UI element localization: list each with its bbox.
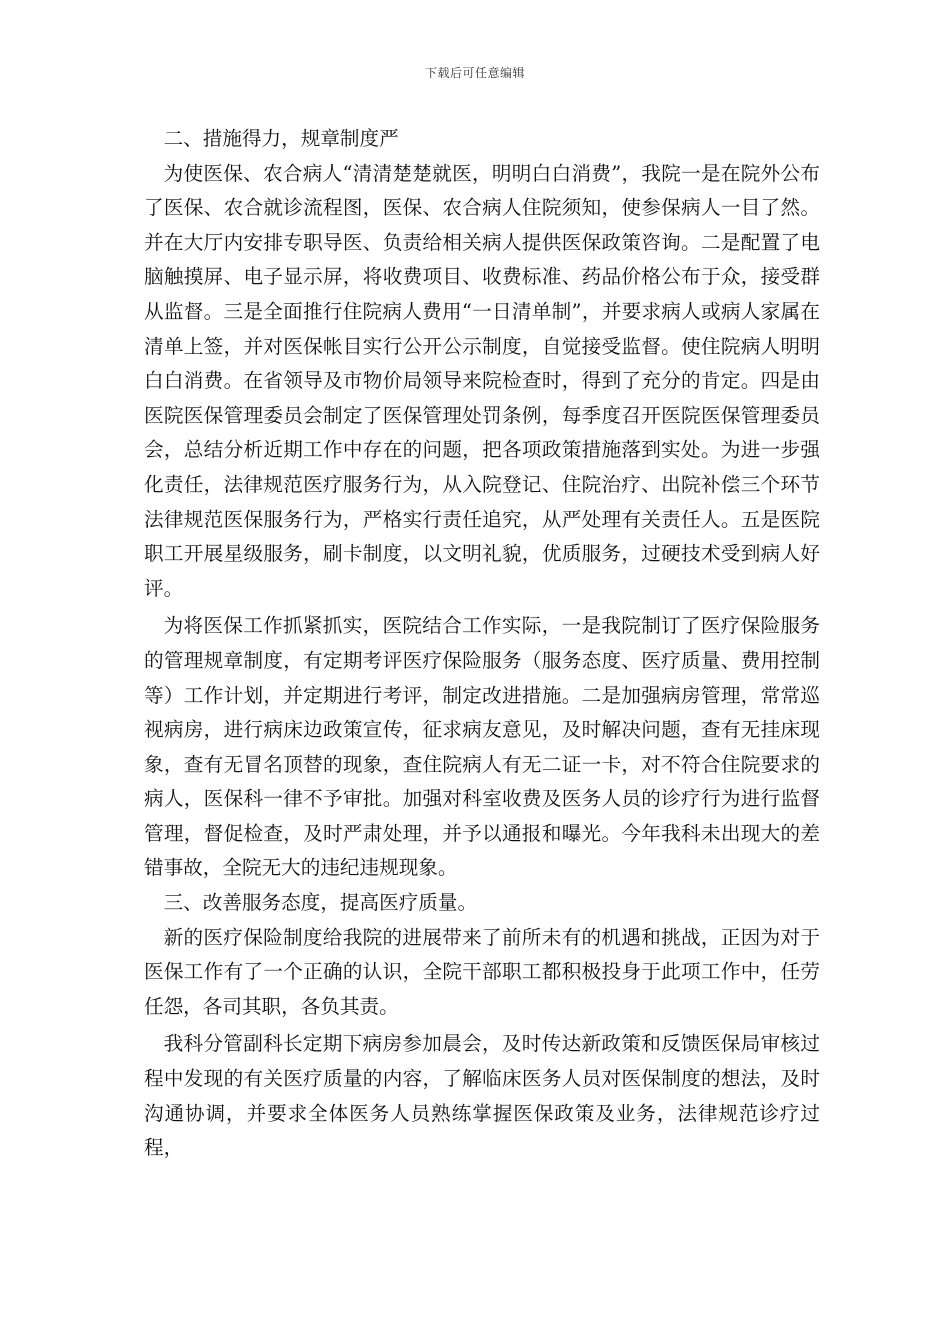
paragraph-ward-rounds: 我科分管副科长定期下病房参加晨会，及时传达新政策和反馈医保局审核过程中发现的有关医疗质量的内容，了解临床医务人员对医保制度的想法，及时沟通协调，并要求全体医务人员熟练掌握医保政策及业务，法律规范诊疗过程，	[144, 1032, 820, 1160]
section-heading-measures: 二、措施得力，规章制度严	[163, 127, 399, 150]
paragraph-transparency: 为使医保、农合病人“清清楚楚就医，明明白白消费”，我院一是在院外公布了医保、农合就诊流程图，医保、农合病人住院须知，使参保病人一目了然。并在大厅内安排专职导医、负责给相关病人提供医保政策咨询。二是配置了电脑触摸屏、电子显示屏，将收费项目、收费标准、药品价格公布于众，接受群从监督。三是全面推行住院病人费用“一日清单制”，并要求病人或病人家属在清单上签，并对医保帐目实行公开公示制度，自觉接受监督。使住院病人明明白白消费。在省领导及市物价局领导来院检查时，得到了充分的肯定。四是由医院医保管理委员会制定了医保管理处罚条例，每季度召开医院医保管理委员会，总结分析近期工作中存在的问题，把各项政策措施落到实处。为进一步强化责任，法律规范医疗服务行为，从入院登记、住院治疗、出院补偿三个环节法律规范医保服务行为，严格实行责任追究，从严处理有关责任人。五是医院职工开展星级服务，刷卡制度，以文明礼貌，优质服务，过硬技术受到病人好评。	[144, 161, 820, 600]
page-header-note: 下载后可任意编辑	[424, 66, 525, 80]
section-heading-service: 三、改善服务态度，提高医疗质量。	[163, 891, 478, 915]
paragraph-opportunity: 新的医疗保险制度给我院的进展带来了前所未有的机遇和挑战，正因为对于医保工作有了一个正确的认识，全院干部职工都积极投身于此项工作中，任劳任怨，各司其职，各负其责。	[144, 925, 820, 1018]
paragraph-management: 为将医保工作抓紧抓实，医院结合工作实际，一是我院制订了医疗保险服务的管理规章制度，有定期考评医疗保险服务（服务态度、医疗质量、费用控制等）工作计划，并定期进行考评，制定改进措施。二是加强病房管理，常常巡视病房，进行病床边政策宣传，征求病友意见，及时解决问题，查有无挂床现象，查有无冒名顶替的现象，查住院病人有无二证一卡，对不符合住院要求的病人，医保科一律不予审批。加强对科室收费及医务人员的诊疗行为进行监督管理，督促检查，及时严肃处理，并予以通报和曝光。今年我科未出现大的差错事故，全院无大的违纪违规现象。	[144, 614, 820, 880]
document-body	[144, 122, 820, 1166]
